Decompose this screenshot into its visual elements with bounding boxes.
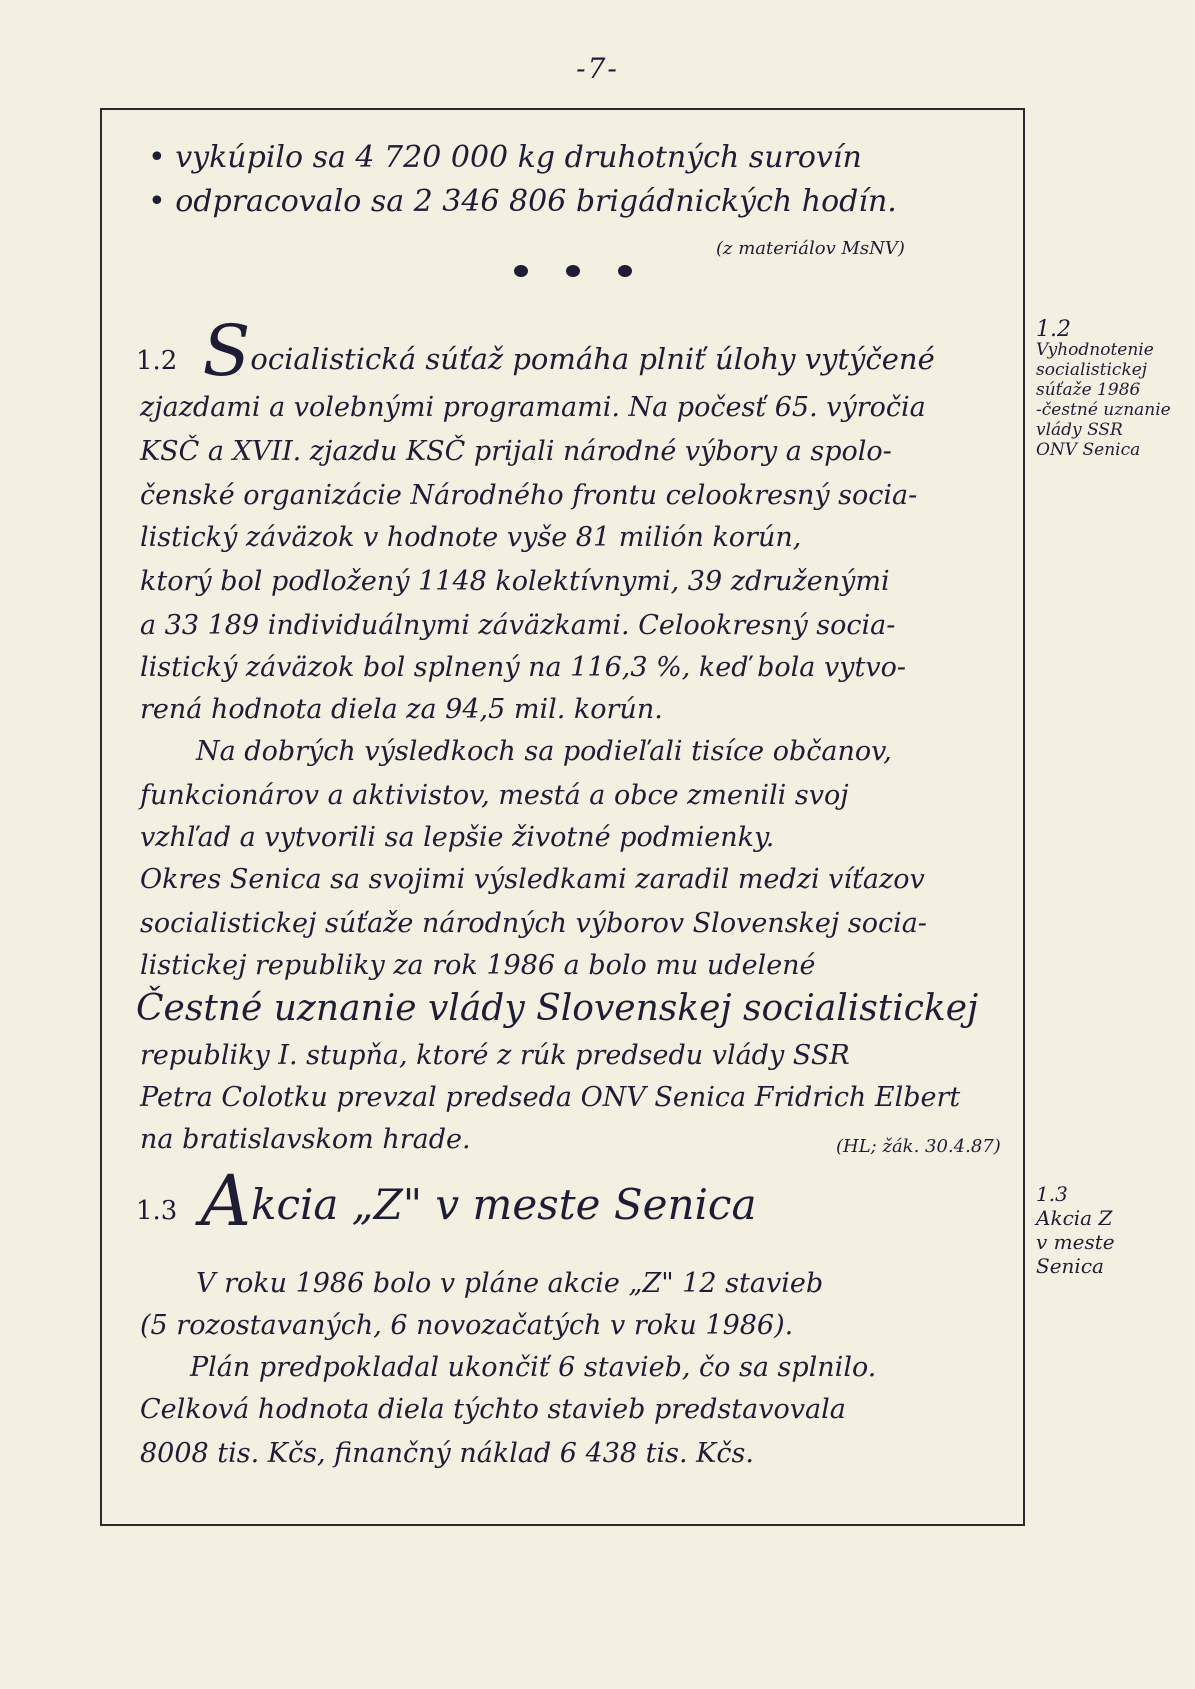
dot-icon bbox=[566, 265, 580, 277]
dot-icon bbox=[618, 265, 632, 277]
separator-dots bbox=[514, 262, 670, 281]
section-1-3-heading bbox=[136, 1160, 757, 1242]
note-line: 1.3 bbox=[1036, 1182, 1068, 1206]
para-line: čenské organizácie Národného frontu celookresný socia- bbox=[140, 480, 918, 511]
dot-icon bbox=[514, 265, 528, 277]
source-note-1: (z materiálov MsNV) bbox=[716, 238, 905, 259]
title-rest: ocialistická súťaž pomáha plniť úlohy vytýčené bbox=[250, 342, 935, 376]
note-line: Vyhodnotenie bbox=[1036, 340, 1154, 360]
note-line: Senica bbox=[1036, 1254, 1104, 1278]
title-rest: kcia „Z" v meste Senica bbox=[251, 1180, 757, 1229]
para-line: ktorý bol podložený 1148 kolektívnymi, 39 združenými bbox=[140, 566, 890, 597]
para-line: vzhľad a vytvorili sa lepšie životné podmienky. bbox=[140, 822, 775, 853]
para-line: socialistickej súťaže národných výborov Slovenskej socia- bbox=[140, 908, 927, 939]
source-note-2: (HL; žák. 30.4.87) bbox=[836, 1136, 1001, 1157]
para-line: listický záväzok v hodnote vyše 81 milión korún, bbox=[140, 522, 802, 553]
para-line: listickej republiky za rok 1986 a bolo mu udelené bbox=[140, 950, 816, 981]
para-line: Plán predpokladal ukončiť 6 stavieb, čo sa splnilo. bbox=[190, 1352, 877, 1383]
margin-note-1-2 bbox=[1036, 317, 1171, 460]
title-initial: A bbox=[200, 1160, 252, 1242]
bullet-line-1: • vykúpilo sa 4 720 000 kg druhotných surovín bbox=[148, 140, 862, 175]
para-line: zjazdami a volebnými programami. Na počesť 65. výročia bbox=[140, 392, 926, 423]
para-line: republiky I. stupňa, ktoré z rúk predsedu vlády SSR bbox=[140, 1040, 850, 1071]
para-line: Celková hodnota diela týchto stavieb predstavovala bbox=[140, 1394, 846, 1425]
title-initial: S bbox=[202, 310, 251, 392]
para-line: na bratislavskom hrade. bbox=[140, 1124, 471, 1155]
para-line: (5 rozostavaných, 6 novozačatých v roku 1986). bbox=[140, 1310, 794, 1341]
para-line: a 33 189 individuálnymi záväzkami. Celookresný socia- bbox=[140, 610, 896, 641]
para-line: listický záväzok bol splnený na 116,3 %, keď bola vytvo- bbox=[140, 652, 906, 683]
note-line: v meste bbox=[1036, 1230, 1115, 1254]
para-line: Okres Senica sa svojimi výsledkami zaradil medzi víťazov bbox=[140, 864, 925, 895]
para-line: KSČ a XVII. zjazdu KSČ prijali národné výbory a spolo- bbox=[140, 436, 892, 467]
para-line: V roku 1986 bolo v pláne akcie „Z" 12 stavieb bbox=[196, 1268, 824, 1299]
para-line: funkcionárov a aktivistov, mestá a obce zmenili svoj bbox=[140, 780, 849, 811]
section-1-2-heading bbox=[136, 310, 935, 392]
note-line: súťaže 1986 bbox=[1036, 380, 1141, 400]
para-line: Na dobrých výsledkoch sa podieľali tisíce občanov, bbox=[196, 736, 892, 767]
section-number: 1.2 bbox=[136, 346, 178, 376]
bullet-line-2: • odpracovalo sa 2 346 806 brigádnických hodín. bbox=[148, 184, 897, 219]
section-number: 1.3 bbox=[136, 1196, 178, 1226]
margin-note-1-3 bbox=[1036, 1182, 1115, 1278]
para-line: 8008 tis. Kčs, finančný náklad 6 438 tis. Kčs. bbox=[140, 1438, 754, 1469]
para-line: rená hodnota diela za 94,5 mil. korún. bbox=[140, 694, 663, 725]
para-line: Petra Colotku prevzal predseda ONV Senica Fridrich Elbert bbox=[140, 1082, 961, 1113]
note-line: ONV Senica bbox=[1036, 440, 1141, 460]
note-line: socialistickej bbox=[1036, 360, 1148, 380]
emphasis-line: Čestné uznanie vlády Slovenskej socialistickej bbox=[136, 988, 979, 1029]
note-line: Akcia Z bbox=[1036, 1206, 1113, 1230]
note-line: -čestné uznanie bbox=[1036, 400, 1171, 420]
page-number: -7- bbox=[576, 52, 619, 85]
note-line: 1.2 bbox=[1036, 317, 1071, 342]
note-line: vlády SSR bbox=[1036, 420, 1123, 440]
